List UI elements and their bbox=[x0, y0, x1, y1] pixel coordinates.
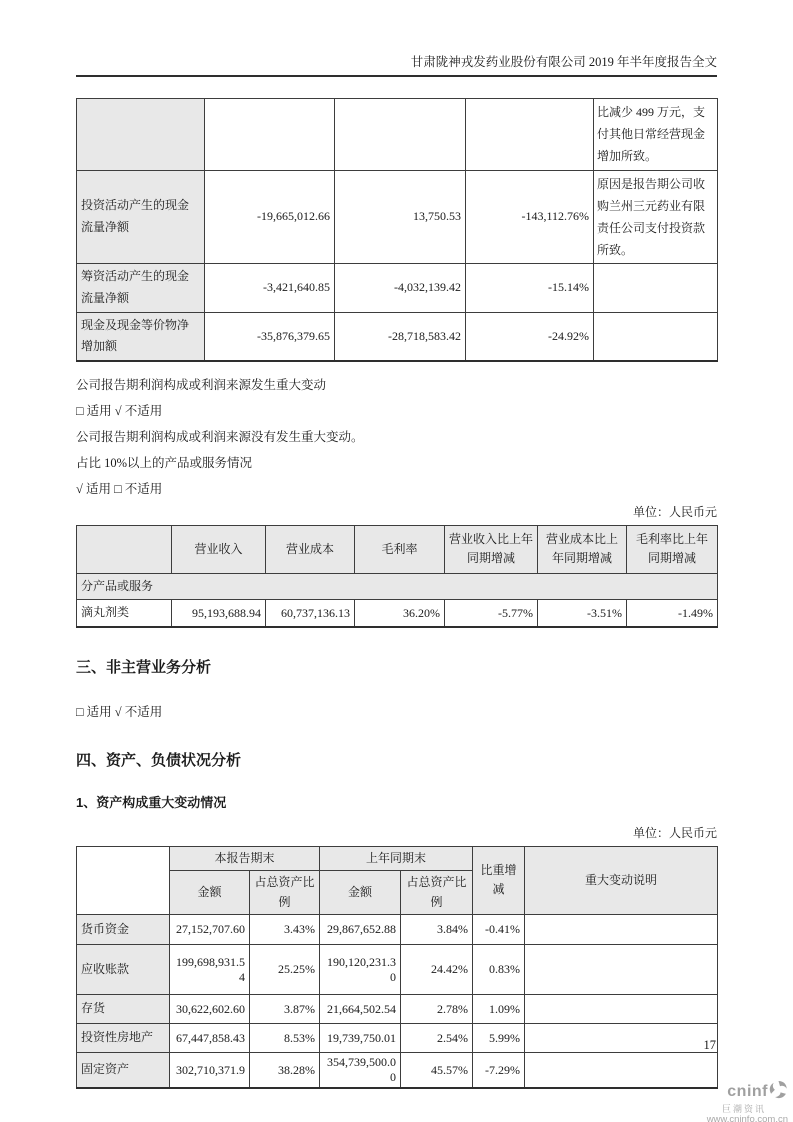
header-cell: 金额 bbox=[320, 871, 401, 915]
paragraph: 公司报告期利润构成或利润来源发生重大变动 bbox=[76, 377, 327, 392]
cninfo-logo bbox=[707, 1080, 788, 1122]
note-cell bbox=[594, 264, 718, 312]
header-cell: 比重增减 bbox=[473, 846, 525, 914]
amount-cell: 21,664,502.54 bbox=[320, 995, 401, 1024]
page-number: 17 bbox=[703, 1038, 716, 1052]
percent-cell: -0.41% bbox=[473, 915, 525, 945]
percent-cell: 3.84% bbox=[401, 915, 473, 945]
assets-table bbox=[76, 846, 718, 1089]
section-heading: 四、资产、负债状况分析 bbox=[76, 751, 242, 769]
header-cell: 上年同期末 bbox=[320, 846, 473, 870]
table-row bbox=[77, 1024, 718, 1053]
header-cell: 营业收入 bbox=[172, 525, 266, 573]
header-cell: 占总资产比例 bbox=[250, 871, 320, 915]
row-label-cell: 存货 bbox=[77, 995, 170, 1024]
percent-cell: 25.25% bbox=[250, 945, 320, 995]
row-label-cell: 筹资活动产生的现金流量净额 bbox=[77, 264, 205, 312]
percent-cell: 3.43% bbox=[250, 915, 320, 945]
row-label-cell bbox=[77, 99, 205, 171]
amount-cell: -19,665,012.66 bbox=[205, 170, 335, 264]
paragraph: 公司报告期利润构成或利润来源没有发生重大变动。 bbox=[76, 429, 364, 444]
note-cell: 原因是报告期公司收购兰州三元药业有限责任公司支付投资款所致。 bbox=[594, 170, 718, 264]
table-header-row bbox=[77, 846, 718, 870]
table-row bbox=[77, 170, 718, 264]
applicable-line: □ 适用 √ 不适用 bbox=[76, 403, 163, 418]
percent-cell: -3.51% bbox=[538, 600, 627, 627]
note-cell bbox=[525, 995, 718, 1024]
group-label-cell: 分产品或服务 bbox=[77, 573, 718, 600]
percent-cell: -24.92% bbox=[466, 312, 594, 361]
cninfo-url: www.cninfo.com.cn bbox=[706, 1113, 788, 1122]
amount-cell: -35,876,379.65 bbox=[205, 312, 335, 361]
percent-cell: -143,112.76% bbox=[466, 170, 594, 264]
table-row bbox=[77, 99, 718, 171]
row-label-cell: 货币资金 bbox=[77, 915, 170, 945]
row-label-cell: 应收账款 bbox=[77, 945, 170, 995]
table-row bbox=[77, 945, 718, 995]
note-cell bbox=[525, 915, 718, 945]
header-cell bbox=[77, 525, 172, 573]
note-cell bbox=[525, 1053, 718, 1089]
header-cell bbox=[77, 846, 170, 914]
cninfo-brand-cn: 巨潮资讯 bbox=[721, 1104, 766, 1115]
amount-cell: 30,622,602.60 bbox=[170, 995, 250, 1024]
amount-cell: -28,718,583.42 bbox=[335, 312, 466, 361]
percent-cell: 2.78% bbox=[401, 995, 473, 1024]
page-header-title: 甘肃陇神戎发药业股份有限公司 2019 年半年度报告全文 bbox=[76, 52, 717, 77]
table-row bbox=[77, 600, 718, 627]
percent-cell: 36.20% bbox=[355, 600, 445, 627]
cninfo-brand-text: cninf bbox=[727, 1083, 768, 1100]
header-cell: 营业成本 bbox=[266, 525, 355, 573]
percent-cell: 45.57% bbox=[401, 1053, 473, 1089]
amount-cell: -3,421,640.85 bbox=[205, 264, 335, 312]
row-label-cell: 投资性房地产 bbox=[77, 1024, 170, 1053]
header-cell: 占总资产比例 bbox=[401, 871, 473, 915]
header-cell: 毛利率 bbox=[355, 525, 445, 573]
amount-cell: 60,737,136.13 bbox=[266, 600, 355, 627]
amount-cell bbox=[205, 99, 335, 171]
percent-cell: 5.99% bbox=[473, 1024, 525, 1053]
paragraph: 占比 10%以上的产品或服务情况 bbox=[76, 455, 253, 470]
row-label-cell: 固定资产 bbox=[77, 1053, 170, 1089]
header-cell: 毛利率比上年同期增减 bbox=[627, 525, 718, 573]
amount-cell: 67,447,858.43 bbox=[170, 1024, 250, 1053]
note-cell bbox=[525, 945, 718, 995]
amount-cell: 29,867,652.88 bbox=[320, 915, 401, 945]
amount-cell: 190,120,231.30 bbox=[320, 945, 401, 995]
header-cell: 重大变动说明 bbox=[525, 846, 718, 914]
unit-label: 单位：人民币元 bbox=[632, 825, 717, 840]
percent-cell: -7.29% bbox=[473, 1053, 525, 1089]
amount-cell: 13,750.53 bbox=[335, 170, 466, 264]
cashflow-table bbox=[76, 98, 718, 362]
amount-cell: -4,032,139.42 bbox=[335, 264, 466, 312]
header-cell: 营业收入比上年同期增减 bbox=[445, 525, 538, 573]
group-row bbox=[77, 573, 718, 600]
amount-cell: 27,152,707.60 bbox=[170, 915, 250, 945]
row-label-cell: 滴丸剂类 bbox=[77, 600, 172, 627]
percent-cell: 1.09% bbox=[473, 995, 525, 1024]
percent-cell: -1.49% bbox=[627, 600, 718, 627]
percent-cell: 24.42% bbox=[401, 945, 473, 995]
amount-cell bbox=[335, 99, 466, 171]
table-row bbox=[77, 915, 718, 945]
amount-cell: 95,193,688.94 bbox=[172, 600, 266, 627]
row-label-cell: 投资活动产生的现金流量净额 bbox=[77, 170, 205, 264]
header-cell: 本报告期末 bbox=[170, 846, 320, 870]
amount-cell: 19,739,750.01 bbox=[320, 1024, 401, 1053]
applicable-line: √ 适用 □ 不适用 bbox=[76, 481, 163, 496]
percent-cell: 0.83% bbox=[473, 945, 525, 995]
percent-cell: 3.87% bbox=[250, 995, 320, 1024]
products-table bbox=[76, 525, 718, 628]
percent-cell: -5.77% bbox=[445, 600, 538, 627]
cninfo-swirl-icon bbox=[769, 1080, 788, 1104]
table-header-row bbox=[77, 525, 718, 573]
amount-cell: 354,739,500.00 bbox=[320, 1053, 401, 1089]
percent-cell: 2.54% bbox=[401, 1024, 473, 1053]
percent-cell bbox=[466, 99, 594, 171]
table-row bbox=[77, 264, 718, 312]
percent-cell: 8.53% bbox=[250, 1024, 320, 1053]
table-row bbox=[77, 995, 718, 1024]
note-cell bbox=[594, 312, 718, 361]
table-row bbox=[77, 1053, 718, 1089]
percent-cell: 38.28% bbox=[250, 1053, 320, 1089]
unit-label: 单位：人民币元 bbox=[632, 504, 717, 519]
subsection-heading: 1、资产构成重大变动情况 bbox=[76, 794, 227, 810]
note-cell: 比减少 499 万元，支付其他日常经营现金增加所致。 bbox=[594, 99, 718, 171]
percent-cell: -15.14% bbox=[466, 264, 594, 312]
amount-cell: 199,698,931.54 bbox=[170, 945, 250, 995]
row-label-cell: 现金及现金等价物净增加额 bbox=[77, 312, 205, 361]
header-cell: 营业成本比上年同期增减 bbox=[538, 525, 627, 573]
applicable-line: □ 适用 √ 不适用 bbox=[76, 704, 163, 719]
amount-cell: 302,710,371.9 bbox=[170, 1053, 250, 1089]
section-heading: 三、非主营业务分析 bbox=[76, 658, 212, 676]
header-cell: 金额 bbox=[170, 871, 250, 915]
note-cell bbox=[525, 1024, 718, 1053]
profit-change-block bbox=[76, 372, 717, 522]
table-row bbox=[77, 312, 718, 361]
